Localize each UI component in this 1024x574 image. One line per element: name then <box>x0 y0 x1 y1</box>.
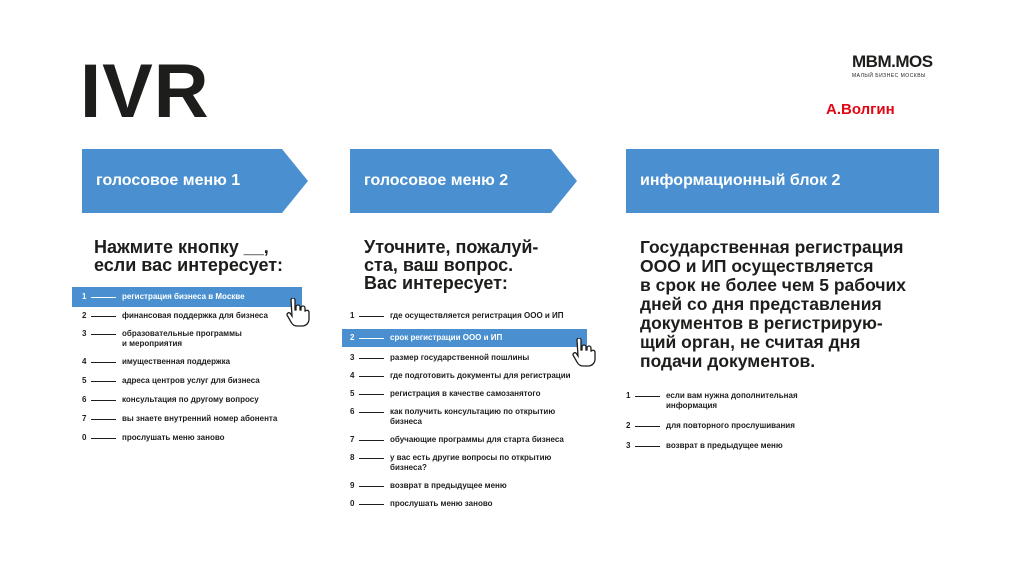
menu-option[interactable] <box>342 499 587 509</box>
menu-option[interactable] <box>342 435 587 445</box>
menu-option[interactable] <box>72 433 302 443</box>
column-heading: Уточните, пожалуй- ста, ваш вопрос. Вас интересует: <box>364 237 539 293</box>
logo-main-text: MBM.MOS <box>852 52 933 71</box>
option-number: 8 <box>350 453 355 462</box>
option-label: обучающие программы для старта бизнеса <box>390 435 564 444</box>
option-number: 6 <box>350 407 355 416</box>
banner-voice-menu-1 <box>82 149 308 213</box>
option-number: 5 <box>350 389 355 398</box>
menu-option[interactable] <box>72 414 302 424</box>
option-label: имущественная поддержка <box>122 357 231 366</box>
option-label: для повторного прослушивания <box>666 421 795 430</box>
logo-sub-text: МАЛЫЙ БИЗНЕС МОСКВЫ <box>852 73 926 79</box>
menu-option[interactable] <box>342 481 587 491</box>
option-label: прослушать меню заново <box>390 499 493 508</box>
menu-list-2 <box>342 311 587 509</box>
option-number: 1 <box>626 391 631 400</box>
arrow-icon <box>551 149 577 213</box>
option-label: если вам нужна дополнительная информация <box>666 391 798 410</box>
option-number: 2 <box>626 421 631 430</box>
banner-info-block-2 <box>626 149 939 213</box>
menu-option[interactable] <box>342 407 587 427</box>
option-number: 2 <box>82 311 87 320</box>
menu-option[interactable] <box>72 376 302 386</box>
column-heading: Нажмите кнопку __, если вас интересует: <box>94 237 284 275</box>
menu-option[interactable] <box>72 311 302 321</box>
banner-label: информационный блок 2 <box>626 149 939 213</box>
option-number: 4 <box>350 371 355 380</box>
mbm-mos-logo <box>852 52 933 79</box>
slide-title: IVR <box>80 49 210 134</box>
menu-option[interactable] <box>342 389 587 399</box>
option-label: где подготовить документы для регистрации <box>390 371 571 380</box>
option-label: прослушать меню заново <box>122 433 225 442</box>
option-label: как получить консультацию по открытию бизнеса <box>390 407 556 426</box>
menu-option[interactable] <box>342 311 587 321</box>
option-number: 0 <box>82 433 87 442</box>
pointer-hand-icon <box>570 338 596 368</box>
option-number: 1 <box>82 292 87 301</box>
option-label: консультация по другому вопросу <box>122 395 259 404</box>
menu-option[interactable] <box>72 395 302 405</box>
menu-option[interactable] <box>626 441 876 451</box>
menu-option[interactable] <box>342 371 587 381</box>
option-label: вы знаете внутренний номер абонента <box>122 414 278 423</box>
option-number: 1 <box>350 311 355 320</box>
menu-option[interactable] <box>626 421 876 431</box>
option-label: размер государственной пошлины <box>390 353 530 362</box>
option-number: 7 <box>82 414 87 423</box>
option-label: регистрация бизнеса в Москве <box>122 292 245 301</box>
option-label: финансовая поддержка для бизнеса <box>122 311 268 320</box>
option-label: срок регистрации ООО и ИП <box>390 333 503 342</box>
option-number: 4 <box>82 357 87 366</box>
option-label: возврат в предыдущее меню <box>390 481 507 490</box>
pointer-hand-icon <box>284 298 310 328</box>
option-number: 3 <box>350 353 355 362</box>
banner-label: голосовое меню 1 <box>82 149 282 213</box>
option-number: 7 <box>350 435 355 444</box>
option-number: 2 <box>350 333 355 342</box>
option-label: образовательные программы и мероприятия <box>122 329 242 348</box>
option-label: возврат в предыдущее меню <box>666 441 783 450</box>
info-text: Государственная регистрация ООО и ИП осуществляется в срок не более чем 5 рабочих дней со дня представления документов в регистрирую- щий орган, не считая дня подачи документов. <box>640 237 906 371</box>
menu-list-1 <box>72 287 302 443</box>
option-label: где осуществляется регистрация ООО и ИП <box>390 311 564 320</box>
menu-option[interactable] <box>342 353 587 363</box>
menu-option[interactable] <box>342 453 587 473</box>
option-number: 5 <box>82 376 87 385</box>
option-label: у вас есть другие вопросы по открытию бизнеса? <box>390 453 552 472</box>
menu-option[interactable] <box>72 287 302 307</box>
menu-option[interactable] <box>72 329 302 349</box>
option-label: регистрация в качестве самозанятого <box>390 389 541 398</box>
option-number: 3 <box>82 329 87 338</box>
menu-option[interactable] <box>342 329 587 347</box>
banner-voice-menu-2 <box>350 149 577 213</box>
option-label: адреса центров услуг для бизнеса <box>122 376 260 385</box>
menu-option[interactable] <box>72 357 302 367</box>
option-number: 0 <box>350 499 355 508</box>
menu-option[interactable] <box>626 391 876 411</box>
banner-label: голосовое меню 2 <box>350 149 551 213</box>
option-number: 6 <box>82 395 87 404</box>
arrow-icon <box>282 149 308 213</box>
menu-list-3 <box>626 391 876 451</box>
option-number: 9 <box>350 481 355 490</box>
author-name: А.Волгин <box>826 101 895 118</box>
option-number: 3 <box>626 441 631 450</box>
